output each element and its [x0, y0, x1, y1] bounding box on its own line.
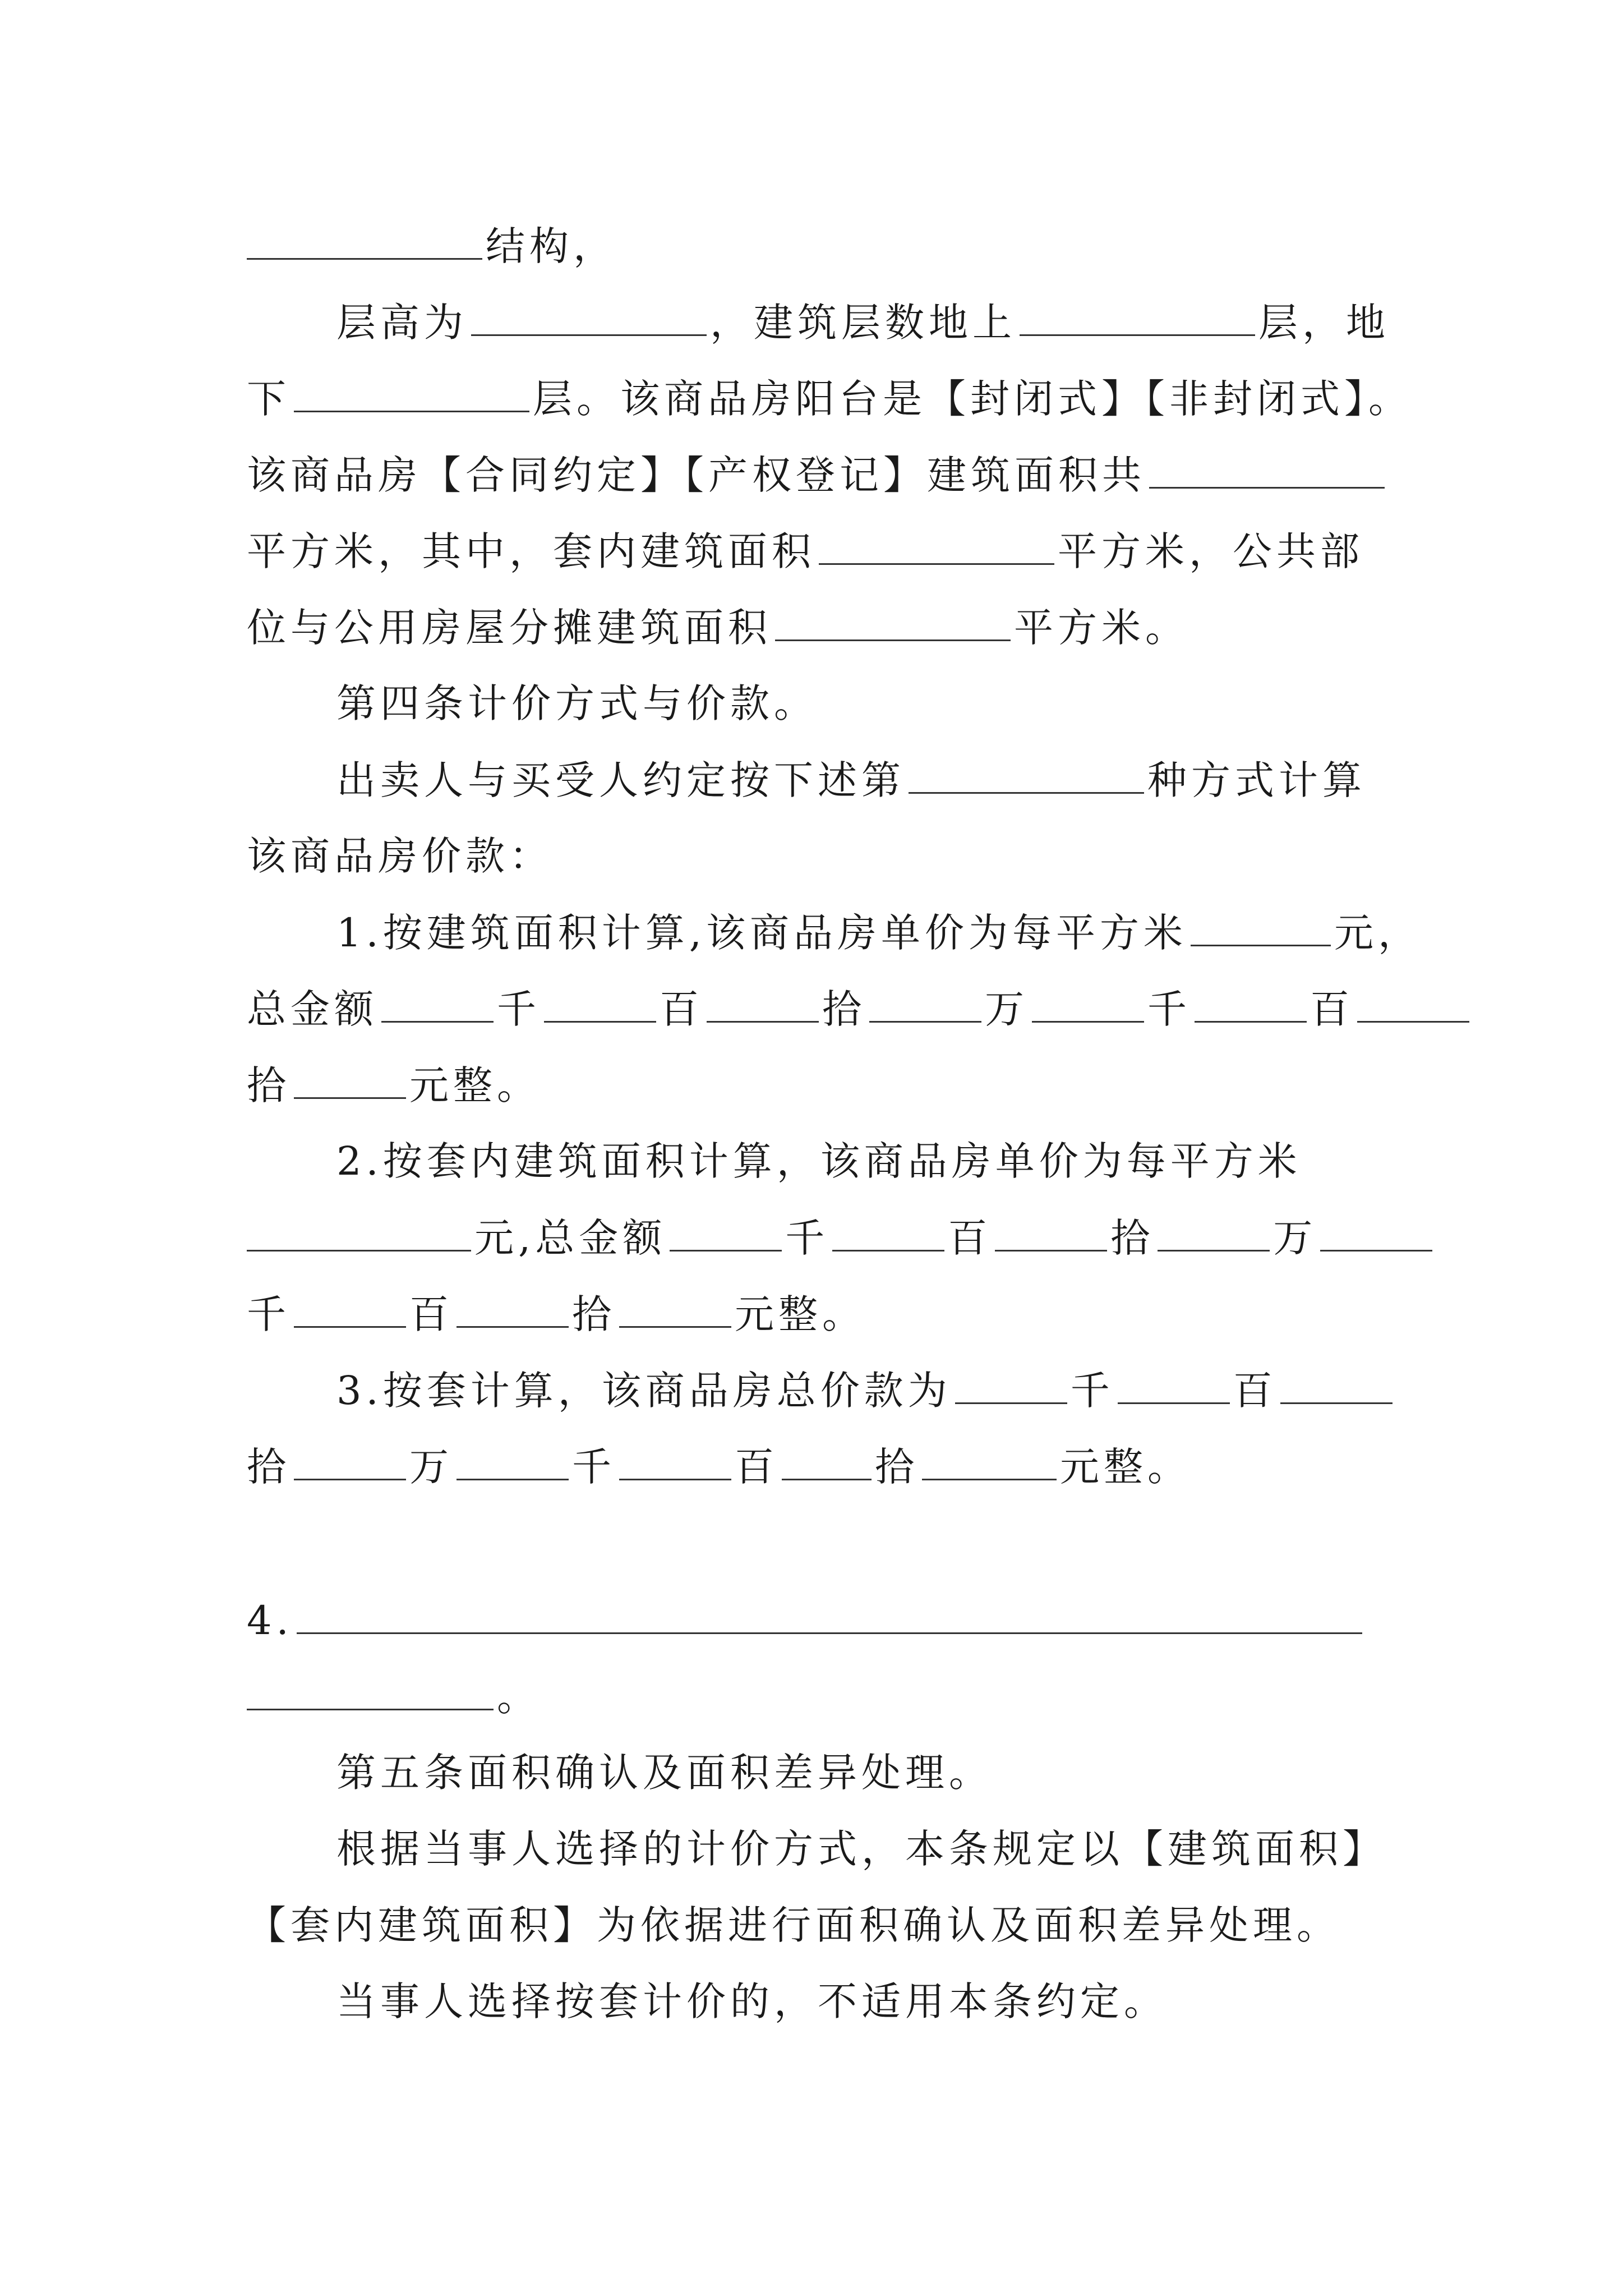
blank-field[interactable] — [247, 218, 482, 260]
text: 根据当事人选择的计价方式，本条规定以【建筑面积】 — [336, 1826, 1386, 1872]
blank-field[interactable] — [832, 1209, 944, 1251]
blank-field[interactable] — [819, 523, 1054, 565]
line-method-1 — [336, 904, 1422, 960]
blank-field[interactable] — [670, 1209, 782, 1251]
blank-field[interactable] — [995, 1209, 1107, 1251]
line-method-1-total — [247, 981, 1473, 1037]
text: 拾 — [875, 1444, 919, 1490]
text: 千 — [247, 1291, 291, 1337]
text: 平方米，公共部 — [1058, 528, 1364, 574]
blank-field[interactable] — [1158, 1209, 1270, 1251]
text: 百 — [409, 1291, 453, 1337]
text: 下 — [247, 376, 291, 422]
blank-field[interactable] — [707, 981, 819, 1023]
text: 元整。 — [735, 1291, 866, 1337]
blank-field[interactable] — [1020, 294, 1255, 336]
blank-field[interactable] — [297, 1592, 1362, 1634]
blank-field[interactable] — [955, 1362, 1067, 1404]
text: 平方米。 — [1014, 605, 1189, 651]
text: 该商品房价款： — [247, 833, 553, 879]
blank-field[interactable] — [294, 370, 529, 412]
text: 百 — [1310, 986, 1354, 1032]
line-method-2-total — [247, 1209, 1436, 1266]
line-method-2-end — [247, 1286, 866, 1342]
blank-field[interactable] — [1195, 981, 1307, 1023]
line-price-label — [247, 828, 553, 884]
article-5-heading — [336, 1745, 993, 1801]
text: 3.按套计算，该商品房总价款为 — [336, 1368, 952, 1414]
blank-field[interactable] — [294, 1057, 406, 1099]
blank-field[interactable] — [782, 1438, 872, 1480]
text: 万 — [985, 986, 1029, 1032]
blank-field[interactable] — [471, 294, 707, 336]
text: 4. — [247, 1598, 293, 1644]
text: 平方米，其中，套内建筑面积 — [247, 528, 815, 574]
line-floor-height — [336, 294, 1390, 350]
text: 种方式计算 — [1147, 757, 1366, 803]
text: 2.按套内建筑面积计算，该商品房单价为每平方米 — [336, 1138, 1302, 1184]
text: 拾 — [572, 1291, 616, 1337]
blank-field[interactable] — [869, 981, 981, 1023]
line-shared-area — [247, 599, 1189, 655]
blank-field[interactable] — [775, 599, 1011, 641]
text: 千 — [1070, 1368, 1114, 1414]
text: 万 — [409, 1444, 453, 1490]
text: 元， — [1334, 910, 1422, 956]
text: 层。该商品房阳台是【封闭式】【非封闭式】。 — [533, 376, 1412, 422]
article-4-heading — [336, 675, 818, 731]
text: 元整。 — [1060, 1444, 1191, 1490]
blank-field[interactable] — [619, 1438, 731, 1480]
line-structure — [247, 218, 617, 274]
text: ，建筑层数地上 — [710, 300, 1016, 346]
blank-field[interactable] — [1320, 1209, 1432, 1251]
blank-field[interactable] — [294, 1438, 406, 1480]
text: 。 — [497, 1674, 541, 1720]
blank-field[interactable] — [909, 752, 1144, 794]
blank-field[interactable] — [247, 1209, 471, 1251]
line-method-4 — [247, 1592, 1366, 1648]
text: 元整。 — [409, 1062, 541, 1108]
text: 元,总金额 — [474, 1215, 667, 1261]
line-method-choice — [336, 752, 1366, 808]
text: 百 — [735, 1444, 778, 1490]
line-method-1-end — [247, 1057, 541, 1113]
blank-field[interactable] — [619, 1286, 731, 1328]
text: 结构， — [486, 223, 617, 269]
text: 层高为 — [336, 300, 468, 346]
text: 位与公用房屋分摊建筑面积 — [247, 605, 772, 651]
text: 【套内建筑面积】为依据进行面积确认及面积差异处理。 — [247, 1902, 1340, 1948]
text: 千 — [497, 986, 541, 1032]
text: 百 — [1233, 1368, 1277, 1414]
text: 该商品房【合同约定】【产权登记】建筑面积共 — [247, 452, 1146, 498]
blank-field[interactable] — [1191, 904, 1331, 946]
text: 拾 — [1110, 1215, 1155, 1261]
blank-field[interactable] — [1032, 981, 1144, 1023]
blank-field[interactable] — [1149, 447, 1385, 489]
text: 百 — [660, 986, 703, 1032]
text: 千 — [785, 1215, 829, 1261]
line-method-3 — [336, 1362, 1396, 1418]
text: 拾 — [822, 986, 866, 1032]
line-area-basis-cont — [247, 1897, 1340, 1953]
line-method-3-total — [247, 1438, 1191, 1494]
line-method-2 — [336, 1133, 1302, 1189]
blank-field[interactable] — [457, 1438, 569, 1480]
blank-field[interactable] — [922, 1438, 1057, 1480]
text: 总金额 — [247, 986, 378, 1032]
line-method-4-end — [247, 1668, 541, 1724]
line-underground — [247, 370, 1412, 426]
blank-field[interactable] — [381, 981, 494, 1023]
line-inner-area — [247, 523, 1364, 579]
blank-field[interactable] — [247, 1668, 494, 1710]
text: 第五条面积确认及面积差异处理。 — [336, 1750, 993, 1796]
blank-field[interactable] — [1280, 1362, 1393, 1404]
text: 层，地 — [1258, 300, 1390, 346]
blank-field[interactable] — [1357, 981, 1469, 1023]
text: 拾 — [247, 1444, 291, 1490]
text: 千 — [572, 1444, 616, 1490]
blank-field[interactable] — [294, 1286, 406, 1328]
line-area-total — [247, 447, 1388, 503]
blank-field[interactable] — [457, 1286, 569, 1328]
line-per-suite-note — [336, 1973, 1168, 2030]
line-area-basis — [336, 1821, 1386, 1877]
text: 1.按建筑面积计算,该商品房单价为每平方米 — [336, 910, 1188, 956]
blank-field[interactable] — [544, 981, 656, 1023]
text: 拾 — [247, 1062, 291, 1108]
text: 千 — [1147, 986, 1191, 1032]
text: 出卖人与买受人约定按下述第 — [336, 757, 905, 803]
text: 万 — [1273, 1215, 1317, 1261]
text: 当事人选择按套计价的，不适用本条约定。 — [336, 1978, 1168, 2024]
text: 百 — [948, 1215, 992, 1261]
text: 第四条计价方式与价款。 — [336, 680, 818, 726]
blank-field[interactable] — [1118, 1362, 1230, 1404]
